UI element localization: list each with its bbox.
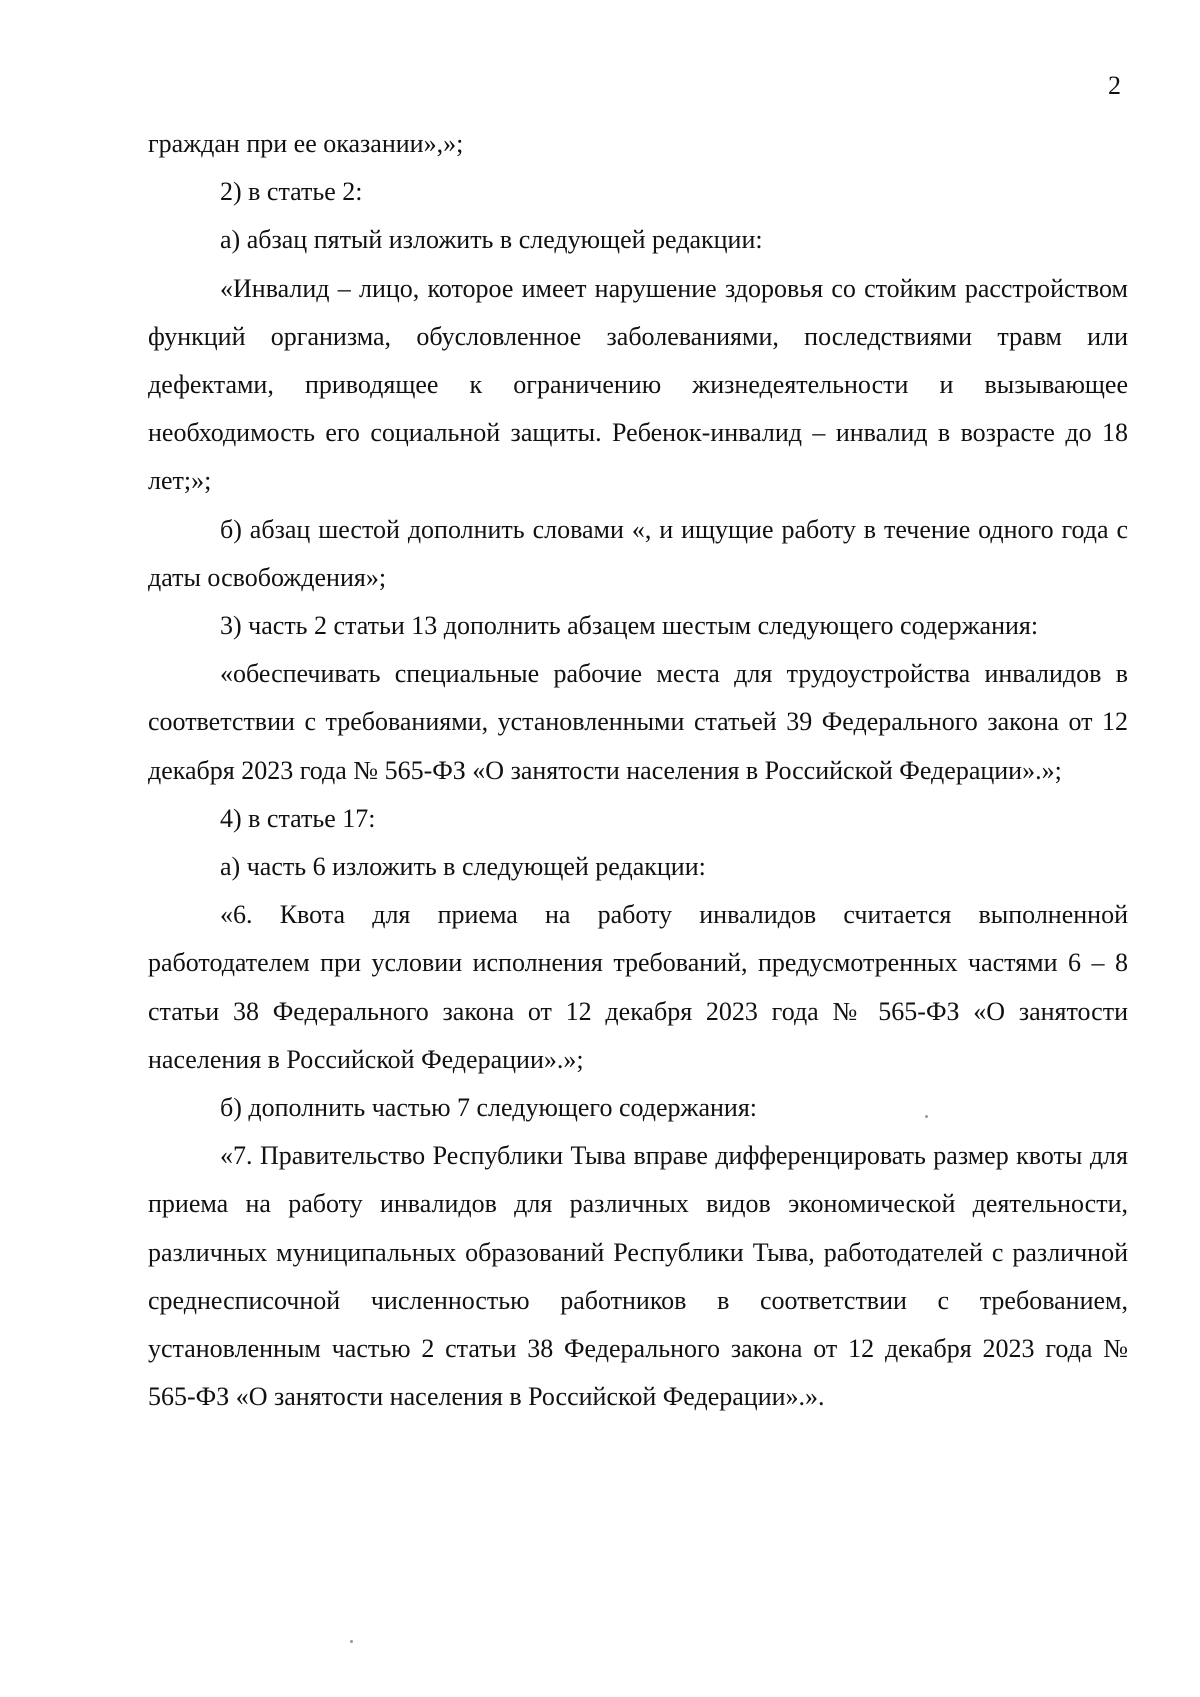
paragraph-item-4a: а) часть 6 изложить в следующей редакции:: [220, 852, 706, 882]
paragraph-special-workplaces: «обеспечивать специальные рабочие места для трудоустройства инвалидов в соответствии с требованиями, установленными статьей 39 Федерального закона от 12 декабря 2023 года № 565-ФЗ «О занятости населения в Российской Федерации».»;: [148, 659, 1128, 785]
paragraph-quota-part-7: «7. Правительство Республики Тыва вправе дифференцировать размер квоты для приема на работу инвалидов для различных видов экономической деятельности, различных муниципальных образований Республики Тыва, работодателей с различной среднесписочной численностью работников в соответствии с требованием, установленным частью 2 статьи 38 Федерального закона от 12 декабря 2023 года № 565-ФЗ «О занятости населения в Российской Федерации».».: [148, 1141, 1128, 1412]
page-number: 2: [1108, 71, 1121, 100]
paragraph-item-2a: а) абзац пятый изложить в следующей редакции:: [220, 225, 763, 255]
paragraph-quota-part-6: «6. Квота для приема на работу инвалидов считается выполненной работодателем при условии исполнения требований, предусмотренных частями 6 – 8 статьи 38 Федерального закона от 12 декабря 2023 года № 565-ФЗ «О занятости населения в Российской Федерации».»;: [148, 900, 1128, 1074]
scan-speck: [350, 1640, 353, 1643]
paragraph-item-3: 3) часть 2 статьи 13 дополнить абзацем шестым следующего содержания:: [220, 611, 1039, 641]
paragraph-item-4b: б) дополнить частью 7 следующего содержания:: [220, 1093, 758, 1123]
document-body: [148, 120, 1128, 1421]
paragraph-1-continuation: граждан при ее оказании»,»;: [148, 129, 464, 158]
paragraph-item-2b: б) абзац шестой дополнить словами «, и ищущие работу в течение одного года с даты освобождения»;: [148, 514, 1128, 592]
scan-speck: [925, 1115, 928, 1118]
paragraph-item-2: 2) в статье 2:: [220, 177, 363, 207]
paragraph-item-4: 4) в статье 17:: [220, 803, 376, 833]
paragraph-invalid-definition: «Инвалид – лицо, которое имеет нарушение здоровья со стойким расстройством функций организма, обусловленное заболеваниями, последствиями травм или дефектами, приводящее к ограничению жизнедеятельности и вызывающее необходимость его социальной защиты. Ребенок-инвалид – инвалид в возрасте до 18 лет;»;: [148, 273, 1128, 496]
